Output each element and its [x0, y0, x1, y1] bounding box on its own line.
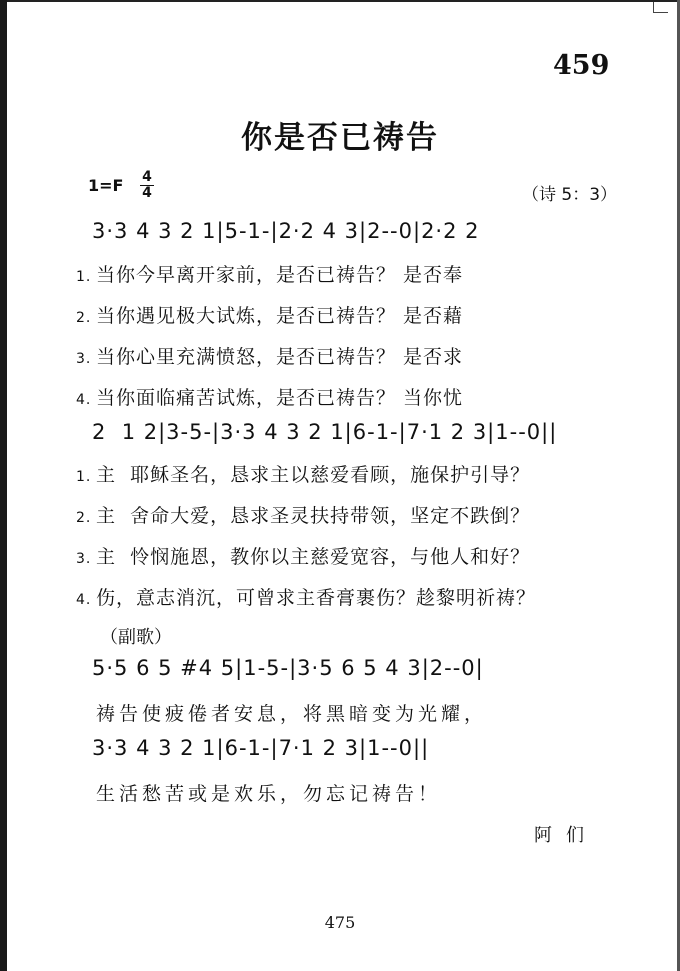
page-number: 475	[324, 913, 356, 932]
verse-2-line-1	[76, 301, 463, 328]
verse-1-line-2	[76, 460, 530, 487]
key-signature: 1=F	[88, 176, 124, 195]
amen-text: 阿们	[534, 825, 598, 846]
chorus-lyric-2: 生活愁苦或是欢乐，勿忘记祷告！	[96, 783, 442, 805]
scan-edge-top	[0, 0, 680, 2]
verse-4-line-2	[76, 583, 536, 610]
lyric-text: 当你今早离开家前，是否已祷告？ 是否奉	[96, 264, 464, 286]
chorus-notation-1: 5·5 6 5 #4 5|1-5-|3·5 6 5 4 3|2--0|	[92, 656, 484, 680]
verse-3-line-1	[76, 342, 463, 369]
time-signature-top: 4	[140, 170, 154, 186]
lyric-text: 当你面临痛苦试炼，是否已祷告？ 当你忧	[96, 387, 464, 409]
hymn-title: 你是否已祷告	[241, 120, 439, 156]
crop-mark	[653, 2, 668, 13]
scripture-reference: （诗 5：3）	[522, 185, 618, 205]
verse-number: 4.	[76, 392, 92, 408]
chorus-notation-2: 3·3 4 3 2 1|6-1-|7·1 2 3|1--0||	[92, 736, 430, 760]
verse-1-line-1	[76, 260, 463, 287]
lyric-text: 当你心里充满愤怒，是否已祷告？ 是否求	[96, 346, 464, 368]
verse-number: 3.	[76, 351, 92, 367]
lyric-text: 主 舍命大爱，恳求圣灵扶持带领，坚定不跌倒？	[96, 505, 531, 527]
time-signature	[140, 170, 154, 201]
verse-number: 2.	[76, 510, 92, 526]
verse-number: 2.	[76, 310, 92, 326]
verse-number: 1.	[76, 469, 92, 485]
verse-number: 3.	[76, 551, 92, 567]
verse-number: 1.	[76, 269, 92, 285]
lyric-text: 当你遇见极大试炼，是否已祷告？ 是否藉	[96, 305, 464, 327]
notation-line-2: 2 1 2|3-5-|3·3 4 3 2 1|6-1-|7·1 2 3|1--0||	[92, 420, 558, 444]
lyric-text: 伤，意志消沉，可曾求主香膏裹伤？趁黎明祈祷？	[96, 587, 537, 609]
lyric-text: 主 怜悯施恩，教你以主慈爱宽容，与他人和好？	[96, 546, 531, 568]
verse-3-line-2	[76, 542, 530, 569]
chorus-label: （副歌）	[100, 627, 172, 648]
verse-number: 4.	[76, 592, 92, 608]
hymn-number: 459	[553, 50, 610, 81]
notation-line-1: 3·3 4 3 2 1|5-1-|2·2 4 3|2--0|2·2 2	[92, 219, 480, 243]
verse-4-line-1	[76, 383, 463, 410]
verse-2-line-2	[76, 501, 530, 528]
chorus-lyric-1: 祷告使疲倦者安息，将黑暗变为光耀，	[96, 703, 488, 725]
time-signature-bottom: 4	[142, 185, 152, 201]
lyric-text: 主 耶稣圣名，恳求主以慈爱看顾，施保护引导？	[96, 464, 531, 486]
